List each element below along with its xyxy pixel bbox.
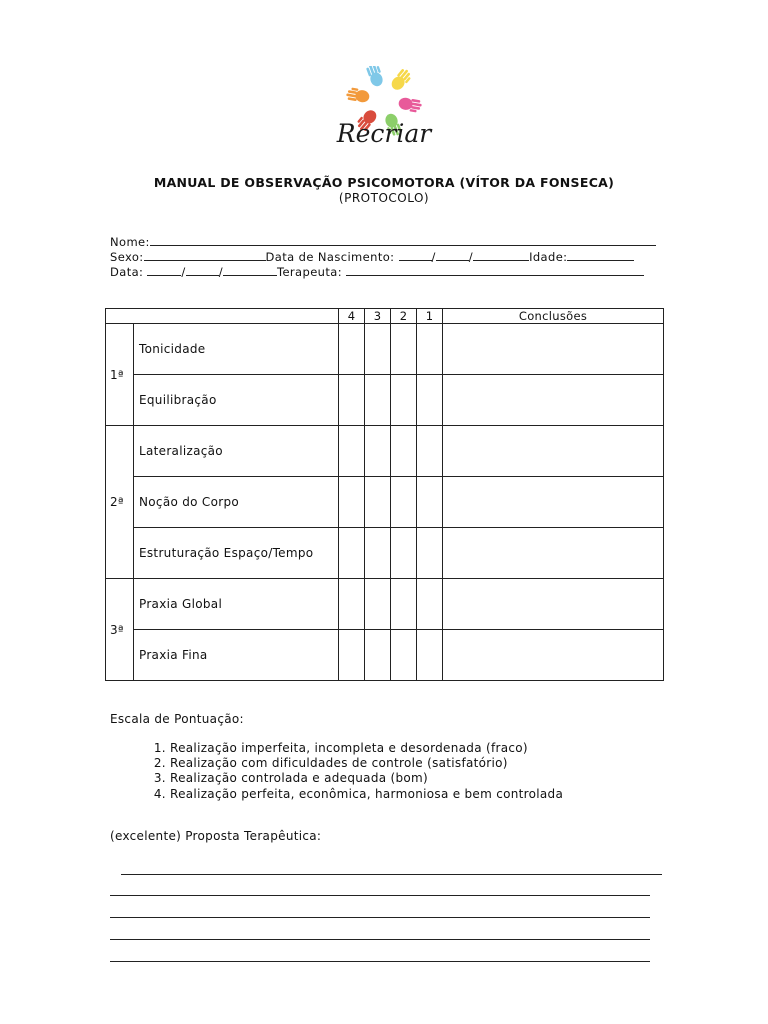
writing-line[interactable]	[121, 874, 662, 875]
score-cell[interactable]	[339, 528, 365, 579]
data-day-field[interactable]	[147, 264, 181, 276]
writing-line[interactable]	[110, 917, 650, 918]
conclusion-cell[interactable]	[443, 630, 664, 681]
list-item: 3. Realização controlada e adequada (bom)	[170, 771, 730, 786]
score-header-2: 2	[391, 309, 417, 324]
table-header-row	[106, 309, 664, 324]
date-separator: /	[218, 265, 223, 279]
sexo-field[interactable]	[144, 249, 266, 261]
proposal-label: (excelente) Proposta Terapêutica:	[110, 829, 322, 843]
score-cell[interactable]	[339, 579, 365, 630]
hands-logo-icon	[316, 66, 456, 158]
item-label: Tonicidade	[134, 324, 339, 375]
score-cell[interactable]	[339, 324, 365, 375]
score-cell[interactable]	[365, 630, 391, 681]
score-cell[interactable]	[417, 375, 443, 426]
item-label: Noção do Corpo	[134, 477, 339, 528]
scale-list	[110, 741, 730, 802]
score-cell[interactable]	[391, 630, 417, 681]
conclusion-cell[interactable]	[443, 528, 664, 579]
table-row	[106, 426, 664, 477]
data-year-field[interactable]	[223, 264, 277, 276]
score-cell[interactable]	[417, 477, 443, 528]
writing-line[interactable]	[110, 939, 650, 940]
item-label: Praxia Fina	[134, 630, 339, 681]
nascimento-label: Data de Nascimento:	[265, 250, 395, 264]
data-label: Data:	[110, 265, 144, 279]
score-cell[interactable]	[391, 528, 417, 579]
score-cell[interactable]	[391, 375, 417, 426]
item-label: Estruturação Espaço/Tempo	[134, 528, 339, 579]
writing-line[interactable]	[110, 961, 650, 962]
score-header-1: 1	[417, 309, 443, 324]
nome-label: Nome:	[110, 235, 150, 249]
logo-wordmark: Recriar	[336, 119, 432, 148]
sexo-label: Sexo:	[110, 250, 144, 264]
score-cell[interactable]	[417, 630, 443, 681]
conclusion-cell[interactable]	[443, 426, 664, 477]
score-header-3: 3	[365, 309, 391, 324]
data-month-field[interactable]	[186, 264, 219, 276]
document-title: MANUAL DE OBSERVAÇÃO PSICOMOTORA (VÍTOR DA FONSECA)	[153, 175, 615, 190]
score-cell[interactable]	[417, 579, 443, 630]
table-row	[106, 477, 664, 528]
score-cell[interactable]	[339, 375, 365, 426]
terapeuta-field[interactable]	[346, 264, 644, 276]
score-cell[interactable]	[365, 528, 391, 579]
score-cell[interactable]	[339, 426, 365, 477]
date-separator: /	[431, 250, 436, 264]
score-cell[interactable]	[417, 426, 443, 477]
table-row	[106, 528, 664, 579]
terapeuta-label: Terapeuta:	[276, 265, 342, 279]
conclusion-cell[interactable]	[443, 375, 664, 426]
score-cell[interactable]	[391, 324, 417, 375]
phase-label: 2ª	[106, 426, 134, 579]
writing-line[interactable]	[110, 895, 650, 896]
list-item: 1. Realização imperfeita, incompleta e desordenada (fraco)	[170, 741, 730, 756]
score-cell[interactable]	[391, 477, 417, 528]
conclusion-cell[interactable]	[443, 477, 664, 528]
conclusion-cell[interactable]	[443, 579, 664, 630]
conclusion-cell[interactable]	[443, 324, 664, 375]
observation-table	[105, 308, 664, 681]
table-row	[106, 630, 664, 681]
table-row	[106, 579, 664, 630]
phase-label: 1ª	[106, 324, 134, 426]
table-row	[106, 375, 664, 426]
nascimento-month-field[interactable]	[436, 249, 469, 261]
score-cell[interactable]	[365, 477, 391, 528]
date-separator: /	[468, 250, 474, 264]
score-cell[interactable]	[365, 324, 391, 375]
phase-label: 3ª	[106, 579, 134, 681]
score-cell[interactable]	[339, 477, 365, 528]
score-cell[interactable]	[365, 426, 391, 477]
score-cell[interactable]	[417, 324, 443, 375]
nome-row	[110, 234, 656, 249]
nascimento-day-field[interactable]	[399, 249, 432, 261]
score-cell[interactable]	[391, 426, 417, 477]
idade-field[interactable]	[567, 249, 634, 261]
score-cell[interactable]	[417, 528, 443, 579]
document-subtitle: (PROTOCOLO)	[338, 191, 430, 205]
list-item: 4. Realização perfeita, econômica, harmoniosa e bem controlada	[170, 787, 730, 802]
table-row	[106, 324, 664, 375]
date-separator: /	[181, 265, 186, 279]
item-label: Praxia Global	[134, 579, 339, 630]
conclusions-header: Conclusões	[443, 309, 664, 324]
data-row	[110, 264, 644, 279]
score-cell[interactable]	[339, 630, 365, 681]
score-cell[interactable]	[391, 579, 417, 630]
sexo-row	[110, 249, 634, 264]
scale-label: Escala de Pontuação:	[110, 712, 244, 726]
nome-field[interactable]	[150, 234, 656, 246]
item-label: Equilibração	[134, 375, 339, 426]
score-cell[interactable]	[365, 375, 391, 426]
header-blank-cell	[106, 309, 339, 324]
list-item: 2. Realização com dificuldades de controle (satisfatório)	[170, 756, 730, 771]
idade-label: Idade:	[529, 250, 568, 264]
score-cell[interactable]	[365, 579, 391, 630]
score-header-4: 4	[339, 309, 365, 324]
item-label: Lateralização	[134, 426, 339, 477]
nascimento-year-field[interactable]	[473, 249, 529, 261]
recriar-logo	[316, 66, 456, 158]
